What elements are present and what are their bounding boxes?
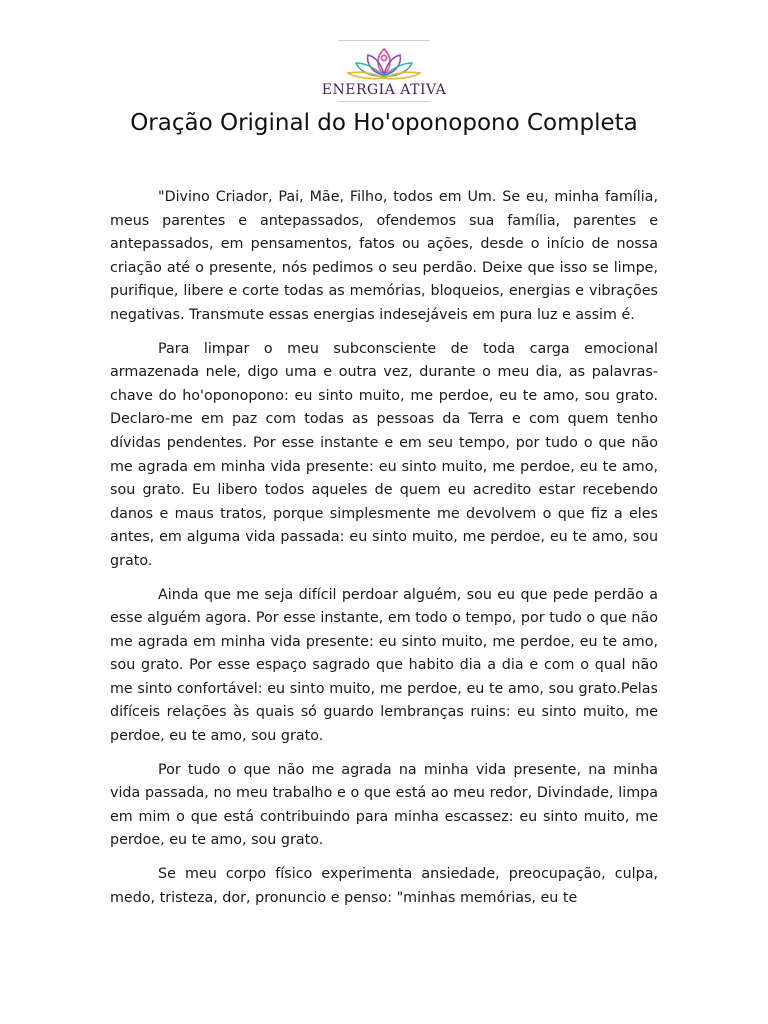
page-title: Oração Original do Ho'oponopono Completa	[130, 110, 638, 136]
logo-brand-text: ENERGIA ATIVA	[321, 82, 447, 98]
paragraph-2: Para limpar o meu subconsciente de toda carga emocional armazenada nele, digo uma e outra vez, durante o meu dia, as palavras-chave do ho'oponopono: eu sinto muito, me perdoe, eu te amo, sou grato. Declaro-me em paz com todas as pessoas da Terra e com quem tenho dívidas pendentes. Por esse instante e em seu tempo, por tudo o que não me agrada em minha vida presente: eu sinto muito, me perdoe, eu te amo, sou grato. Eu libero todos aqueles de quem eu acredito estar recebendo danos e maus tratos, porque simplesmente me devolvem o que fiz a eles antes, em alguma vida passada: eu sinto muito, me perdoe, eu te amo, sou grato.	[110, 340, 658, 569]
logo-divider-top	[338, 40, 430, 41]
brand-logo	[0, 40, 768, 102]
paragraph-1: "Divino Criador, Pai, Mãe, Filho, todos em Um. Se eu, minha família, meus parentes e antepassados, ofendemos sua família, parentes e antepassados, em pensamentos, fatos ou ações, desde o início de nossa criação até o presente, nós pedimos o seu perdão. Deixe que isso se limpe, purifique, libere e corte todas as memórias, bloqueios, energias e vibrações negativas. Transmute essas energias indesejáveis em pura luz e assim é.	[110, 189, 658, 323]
paragraph-3: Ainda que me seja difícil perdoar alguém, sou eu que pede perdão a esse alguém agora. Por esse instante, em todo o tempo, por tudo o que não me agrada em minha vida presente: eu sinto muito, me perdoe, eu te amo, sou grato. Por esse espaço sagrado que habito dia a dia e com o qual não me sinto confortável: eu sinto muito, me perdoe, eu te amo, sou grato.Pelas difíceis relações às quais só guardo lembranças ruins: eu sinto muito, me perdoe, eu te amo, sou grato.	[110, 586, 658, 745]
paragraph-5: Se meu corpo físico experimenta ansiedade, preocupação, culpa, medo, tristeza, dor, pronuncio e penso: "minhas memórias, eu te	[110, 866, 658, 906]
logo-divider-bottom	[338, 101, 430, 102]
lotus-meditation-icon	[346, 45, 422, 81]
prayer-body	[110, 186, 658, 920]
paragraph-4: Por tudo o que não me agrada na minha vida presente, na minha vida passada, no meu trabalho e o que está ao meu redor, Divindade, limpa em mim o que está contribuindo para minha escassez: eu sinto muito, me perdoe, eu te amo, sou grato.	[110, 761, 658, 849]
